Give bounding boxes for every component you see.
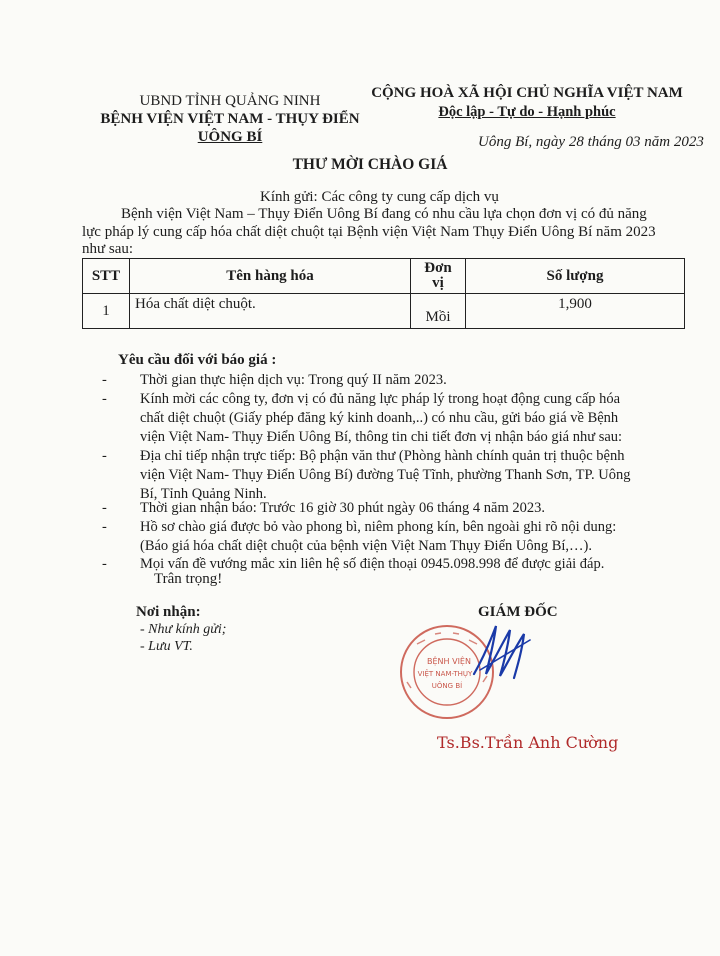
stamp-text: BỆNH VIỆN: [427, 657, 471, 666]
list-dash: -: [102, 500, 107, 516]
requirement-line: viện Việt Nam- Thụy Điển Uông Bí) đường Tuệ Tĩnh, phường Thanh Sơn, TP. Uông: [140, 467, 631, 483]
signer-role: GIÁM ĐỐC: [478, 604, 558, 620]
intro-line-3: như sau:: [82, 241, 134, 257]
col-header-unit: [411, 259, 466, 294]
stamp-text: VIỆT NAM-THỤY: [417, 670, 473, 678]
col-header-qty: Số lượng: [466, 259, 685, 294]
requirement-item: [102, 390, 693, 447]
list-dash: -: [102, 556, 107, 572]
issuer-hospital: BỆNH VIỆN VIỆT NAM - THỤY ĐIỂN: [100, 111, 360, 127]
closing-regards: Trân trọng!: [154, 571, 223, 587]
requirement-line: Địa chỉ tiếp nhận trực tiếp: Bộ phận văn thư (Phòng hành chính quản trị thuộc bệnh: [140, 448, 625, 464]
requirement-line: chất diệt chuột (Giấy phép đăng ký kinh doanh,..) có nhu cầu, gửi báo giá về Bệnh: [140, 410, 619, 426]
col-header-unit-line2: vị: [432, 275, 444, 291]
cell-stt: 1: [83, 294, 130, 329]
col-header-stt: STT: [83, 259, 130, 294]
list-dash: -: [102, 372, 107, 388]
list-dash: -: [102, 448, 107, 464]
intro-line-1: Bệnh viện Việt Nam – Thụy Điển Uông Bí đang có nhu cầu lựa chọn đơn vị có đủ năng: [121, 206, 647, 222]
requirement-line: (Báo giá hóa chất diệt chuột của bệnh viện Việt Nam Thụy Điển Uông Bí,…).: [140, 538, 593, 554]
requirement-line: Mọi vấn đề vướng mắc xin liên hệ số điện thoại 0945.098.998 để được giải đáp.: [140, 556, 605, 572]
issuer-hospital-location: UÔNG BÍ: [197, 129, 263, 145]
intro-line-2: lực pháp lý cung cấp hóa chất diệt chuột tại Bệnh viện Việt Nam Thụy Điển Uông Bí năm 2023: [82, 224, 656, 240]
table-row: [83, 294, 685, 329]
cell-qty: 1,900: [466, 294, 685, 329]
document-date: Uông Bí, ngày 28 tháng 03 năm 2023: [478, 134, 704, 150]
requirement-item: [102, 518, 693, 556]
list-dash: -: [102, 519, 107, 535]
issuer-block: [95, 92, 365, 146]
requirement-line: viện Việt Nam- Thụy Điển Uông Bí, thông tin chi tiết đơn vị nhận báo giá như sau:: [140, 429, 623, 445]
requirement-item: [102, 371, 693, 390]
col-header-unit-line1: Đơn: [424, 260, 452, 276]
requirements-heading: Yêu cầu đối với báo giá :: [118, 352, 277, 368]
document-title: THƯ MỜI CHÀO GIÁ: [292, 156, 448, 173]
col-header-name: Tên hàng hóa: [130, 259, 411, 294]
handwritten-signature: [460, 612, 560, 692]
requirement-line: Thời gian thực hiện dịch vụ: Trong quý II năm 2023.: [140, 372, 447, 388]
requirement-item: [102, 499, 693, 518]
requirement-line: Kính mời các công ty, đơn vị có đủ năng lực pháp lý trong hoạt động cung cấp hóa: [140, 391, 621, 407]
requirement-item: [102, 447, 693, 504]
recipients-heading: Nơi nhận:: [136, 604, 201, 620]
cell-name: Hóa chất diệt chuột.: [130, 294, 411, 329]
issuer-province: UBND TỈNH QUẢNG NINH: [139, 93, 321, 109]
requirement-line: Thời gian nhận báo: Trước 16 giờ 30 phút ngày 06 tháng 4 năm 2023.: [140, 500, 546, 516]
national-motto: Độc lập - Tự do - Hạnh phúc: [438, 104, 616, 120]
national-motto-block: [368, 84, 686, 122]
requirement-line: Bí, Tỉnh Quảng Ninh.: [140, 486, 267, 502]
signer-name: Ts.Bs.Trần Anh Cường: [437, 733, 619, 752]
table-header-row: [83, 259, 685, 294]
cell-unit: Mồi: [411, 294, 466, 329]
stamp-text: UÔNG BÍ: [431, 682, 463, 690]
national-title: CỘNG HOÀ XÃ HỘI CHỦ NGHĨA VIỆT NAM: [371, 85, 683, 101]
list-dash: -: [102, 391, 107, 407]
greeting: Kính gửi: Các công ty cung cấp dịch vụ: [260, 189, 499, 205]
goods-table: [82, 258, 685, 329]
recipient-line: - Lưu VT.: [140, 639, 193, 654]
requirement-line: Hồ sơ chào giá được bỏ vào phong bì, niêm phong kín, bên ngoài ghi rõ nội dung:: [140, 519, 617, 535]
recipient-line: - Như kính gửi;: [140, 622, 227, 637]
